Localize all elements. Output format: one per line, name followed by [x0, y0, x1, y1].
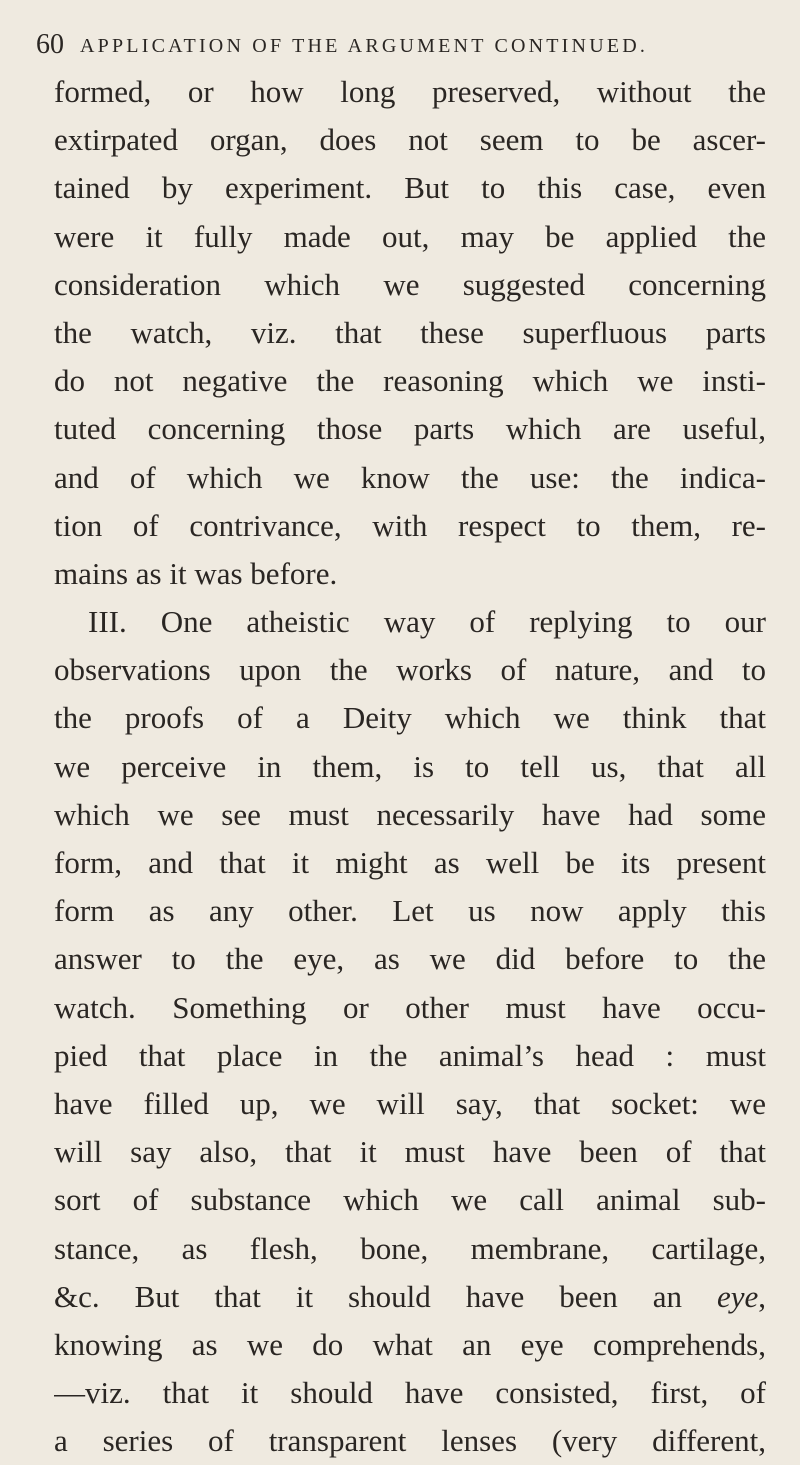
text-line: and of which we know the use: the indica- — [54, 459, 766, 495]
text-line: we perceive in them, is to tell us, that all — [54, 748, 766, 784]
text-line: do not negative the reasoning which we insti- — [54, 363, 766, 399]
text-line: stance, as flesh, bone, membrane, cartilage, — [54, 1230, 766, 1266]
page-number: 60 — [36, 29, 64, 60]
line-text: &c. But that it should have been an — [54, 1278, 682, 1314]
text-line: a series of transparent lenses (very different, — [54, 1423, 766, 1459]
text-line: pied that place in the animal’s head : must — [54, 1037, 766, 1073]
text-line: were it fully made out, may be applied the — [54, 218, 766, 254]
text-line: —viz. that it should have consisted, first, of — [54, 1375, 766, 1411]
text-line: watch. Something or other must have occu- — [54, 989, 766, 1025]
body-text — [54, 68, 766, 1465]
text-line: extirpated organ, does not seem to be ascer- — [54, 122, 766, 158]
text-line: formed, or how long preserved, without the — [54, 74, 766, 109]
text-line: mains as it was before. — [54, 555, 338, 591]
text-line: the watch, viz. that these superfluous parts — [54, 314, 766, 350]
text-line: which we see must necessarily have had some — [54, 796, 766, 832]
text-line: consideration which we suggested concerning — [54, 266, 766, 302]
text-line: observations upon the works of nature, and to — [54, 652, 766, 688]
text-line: tained by experiment. But to this case, even — [54, 170, 766, 206]
text-line: answer to the eye, as we did before to the — [54, 941, 766, 977]
text-line: have filled up, we will say, that socket: we — [54, 1085, 766, 1121]
text-line: sort of substance which we call animal sub- — [54, 1182, 766, 1218]
text-line-with-italic — [54, 1273, 766, 1321]
paragraph-start-line: III. One atheistic way of replying to our — [88, 604, 766, 640]
text-line: knowing as we do what an eye comprehends, — [54, 1326, 766, 1362]
line-punctuation: , — [758, 1278, 766, 1314]
text-line: form, and that it might as well be its present — [54, 845, 766, 880]
text-line: form as any other. Let us now apply this — [54, 893, 766, 929]
text-line: will say also, that it must have been of that — [54, 1134, 766, 1170]
text-line: tion of contrivance, with respect to them, re- — [54, 507, 766, 543]
italic-word: eye — [716, 1278, 759, 1314]
running-head — [36, 20, 766, 70]
running-head-title: APPLICATION OF THE ARGUMENT CONTINUED. — [80, 35, 649, 57]
text-line: tuted concerning those parts which are useful, — [54, 411, 766, 447]
text-line: the proofs of a Deity which we think that — [54, 700, 766, 736]
